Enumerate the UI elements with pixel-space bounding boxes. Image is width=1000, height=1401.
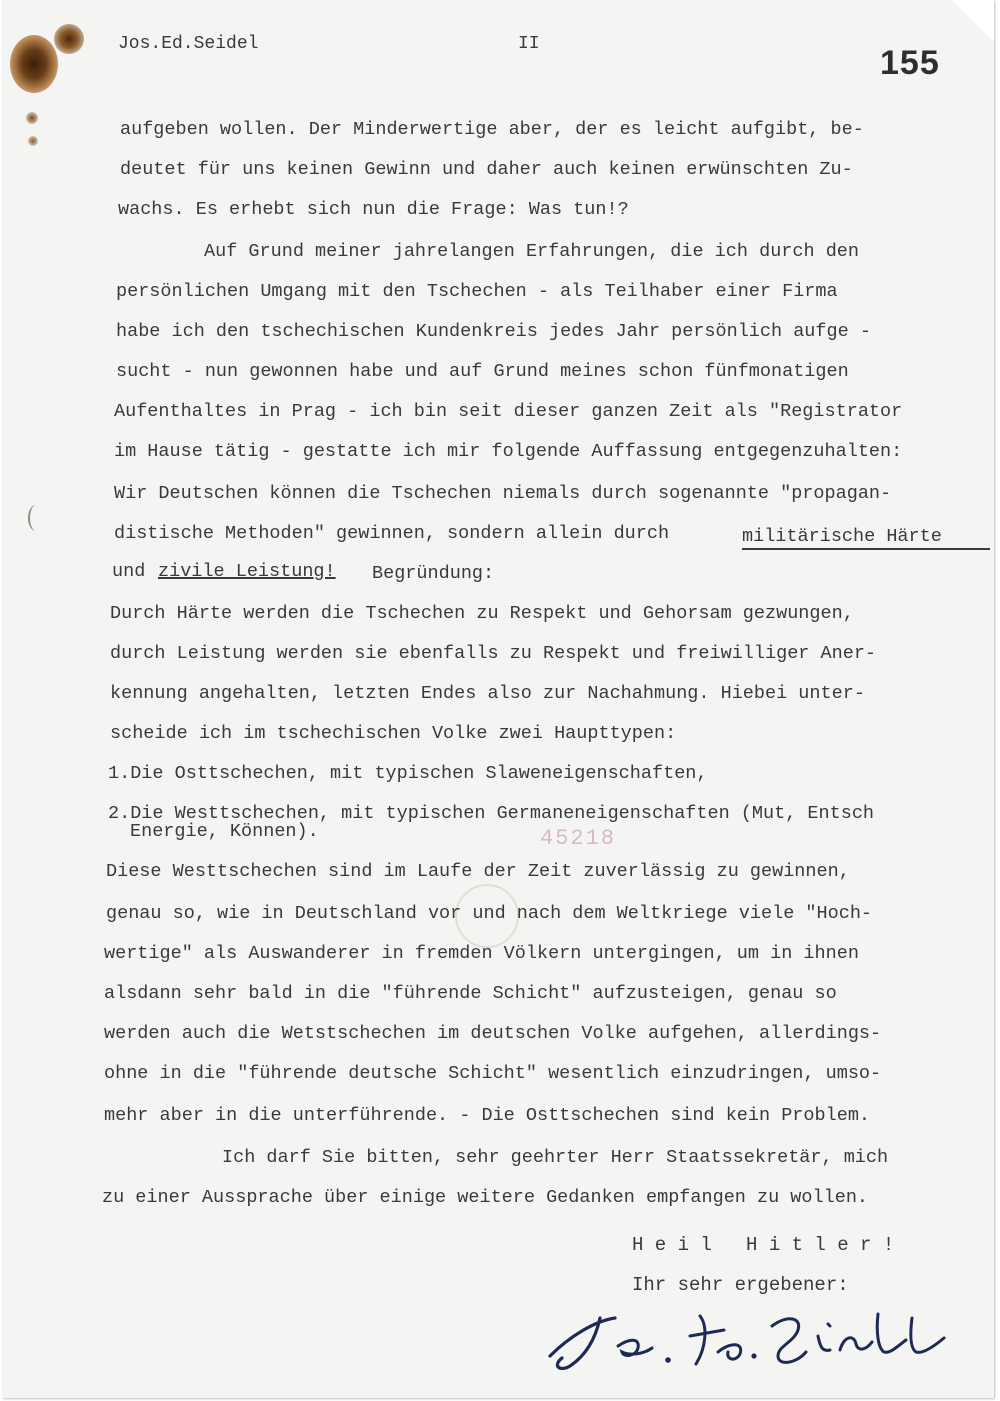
text-line: persönlichen Umgang mit den Tschechen - als Teilhaber einer Firma bbox=[116, 281, 838, 302]
text-line: Durch Härte werden die Tschechen zu Respekt und Gehorsam gezwungen, bbox=[110, 603, 854, 624]
underline-rule bbox=[742, 548, 990, 550]
text-line: durch Leistung werden sie ebenfalls zu Respekt und freiwilliger Aner- bbox=[110, 643, 877, 664]
text-line: aufgeben wollen. Der Minderwertige aber, der es leicht aufgibt, be- bbox=[120, 119, 864, 140]
text-line: scheide ich im tschechischen Volke zwei Haupttypen: bbox=[110, 723, 677, 744]
text-line: mehr aber in die unterführende. - Die Osttschechen sind kein Problem. bbox=[104, 1105, 871, 1126]
valediction: Ihr sehr ergebener: bbox=[632, 1274, 849, 1296]
salutation: H e i l H i t l e r ! bbox=[632, 1234, 895, 1256]
text-line: distische Methoden" gewinnen, sondern allein durch bbox=[114, 523, 670, 544]
folio-number: 155 bbox=[880, 44, 940, 82]
text-line: Begründung: bbox=[372, 563, 495, 584]
text-line: kennung angehalten, letzten Endes also zur Nachahmung. Hiebei unter- bbox=[110, 683, 865, 704]
text-line: Aufenthaltes in Prag - ich bin seit dieser ganzen Zeit als "Registrator bbox=[114, 401, 903, 422]
text-line: im Hause tätig - gestatte ich mir folgende Auffassung entgegenzuhalten: bbox=[114, 441, 903, 462]
list-item: 1.Die Osttschechen, mit typischen Slaweneigenschaften, bbox=[108, 763, 708, 784]
text-line: Diese Westtschechen sind im Laufe der Zeit zuverlässig zu gewinnen, bbox=[106, 861, 850, 882]
text-line: deutet für uns keinen Gewinn und daher auch keinen erwünschten Zu- bbox=[120, 159, 853, 180]
text-line: sucht - nun gewonnen habe und auf Grund meines schon fünfmonatigen bbox=[116, 361, 849, 382]
text-line: wertige" als Auswanderer in fremden Völkern untergingen, um in ihnen bbox=[104, 943, 859, 964]
punch-hole-mark bbox=[28, 505, 44, 531]
text-line: wachs. Es erhebt sich nun die Frage: Was tun!? bbox=[118, 199, 629, 220]
text-line: werden auch die Wetstschechen im deutschen Volke aufgehen, allerdings- bbox=[104, 1023, 882, 1044]
burn-stain bbox=[10, 35, 58, 93]
list-item-continuation: Energie, Können). bbox=[130, 821, 319, 842]
text-line: und bbox=[112, 561, 146, 582]
text-line: Ich darf Sie bitten, sehr geehrter Herr Staatssekretär, mich bbox=[222, 1147, 889, 1168]
text-line: Auf Grund meiner jahrelangen Erfahrungen, die ich durch den bbox=[204, 241, 860, 262]
folded-corner bbox=[952, 0, 994, 42]
text-line: Wir Deutschen können die Tschechen niemals durch sogenannte "propagan- bbox=[114, 483, 892, 504]
rust-spot bbox=[28, 136, 38, 146]
header-page-number: II bbox=[518, 34, 540, 54]
text-line: habe ich den tschechischen Kundenkreis jedes Jahr persönlich aufge - bbox=[116, 321, 871, 342]
text-line: genau so, wie in Deutschland vor und nach dem Weltkriege viele "Hoch- bbox=[106, 903, 873, 924]
list-item: 2.Die Westtschechen, mit typischen Germaneneigenschaften (Mut, Entsch bbox=[108, 803, 875, 824]
text-line: alsdann sehr bald in die "führende Schicht" aufzusteigen, genau so bbox=[104, 983, 837, 1004]
faded-stamp-number: 45218 bbox=[540, 826, 617, 851]
burn-stain bbox=[54, 24, 84, 54]
text-line: zu einer Aussprache über einige weitere Gedanken empfangen zu wollen. bbox=[102, 1187, 869, 1208]
emphasized-phrase: militärische Härte bbox=[742, 526, 942, 547]
header-author: Jos.Ed.Seidel bbox=[118, 34, 259, 54]
text-line: ohne in die "führende deutsche Schicht" wesentlich einzudringen, umso- bbox=[104, 1063, 882, 1084]
emphasized-phrase: zivile Leistung! bbox=[158, 561, 336, 582]
handwritten-signature bbox=[540, 1296, 960, 1386]
rust-spot bbox=[26, 112, 38, 124]
